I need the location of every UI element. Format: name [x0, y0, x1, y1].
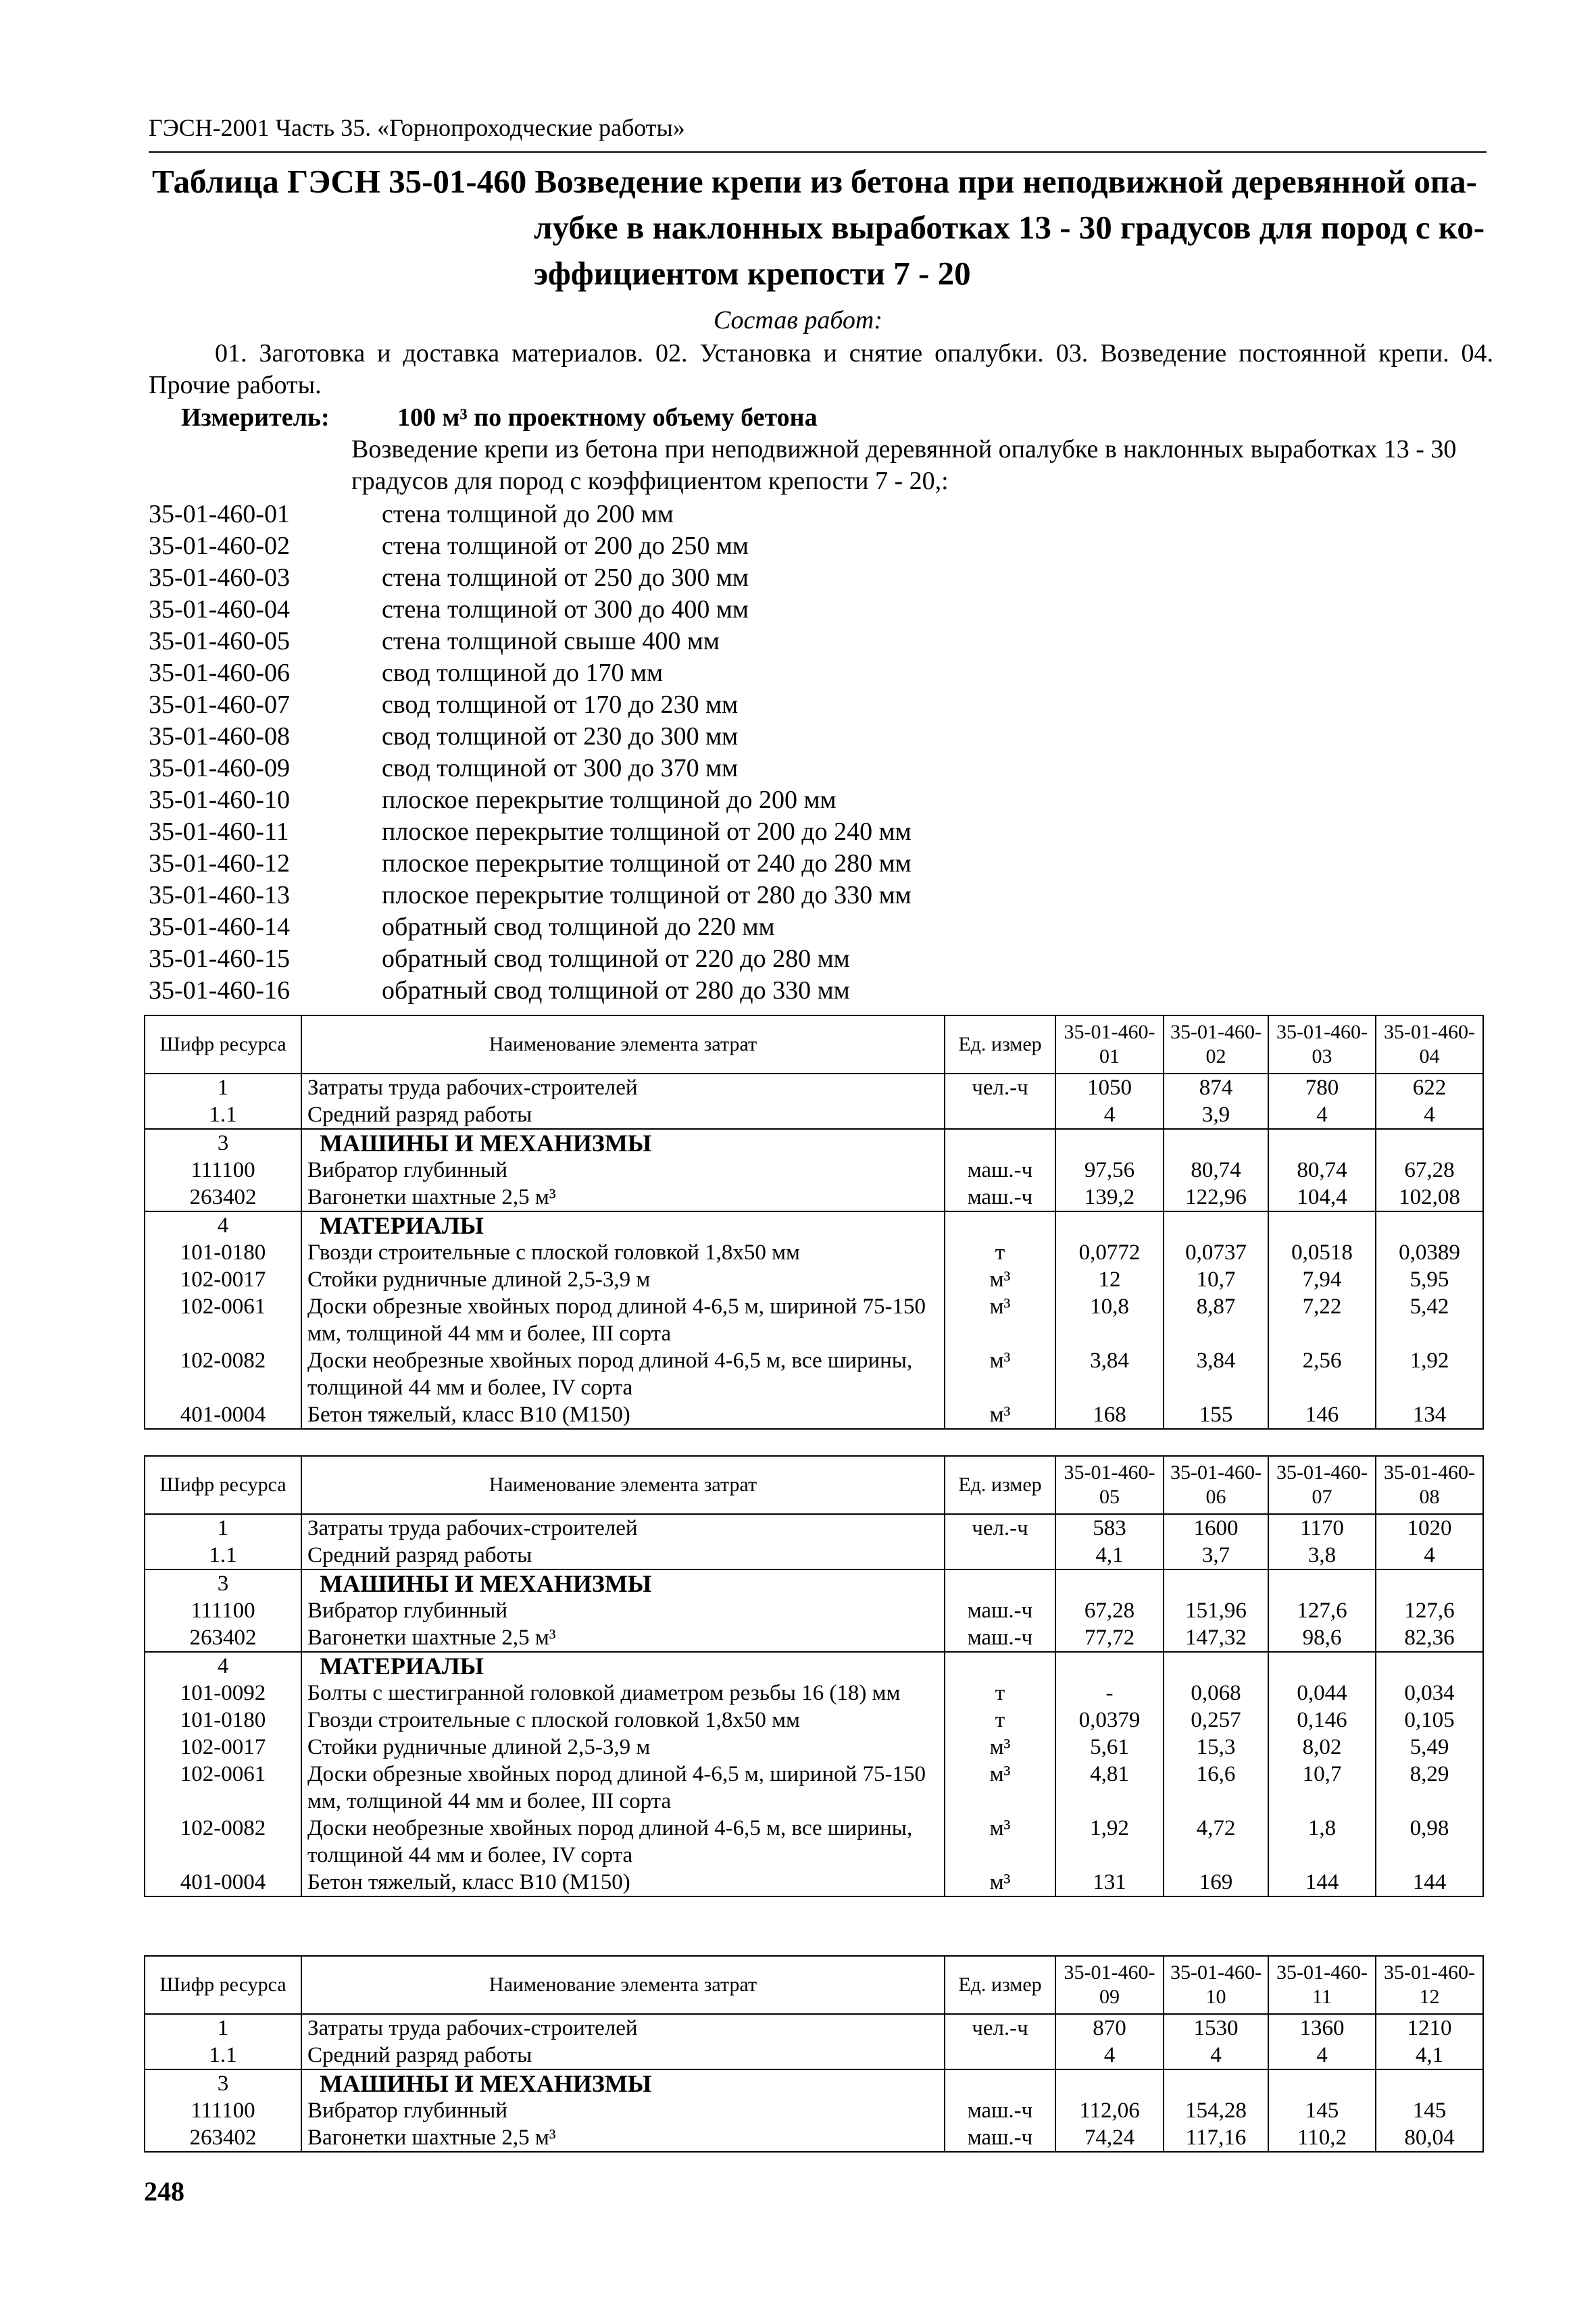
resource-code: 1: [145, 1514, 301, 1542]
section-row: [145, 2069, 1483, 2097]
resource-code: 3: [145, 1129, 301, 1157]
unit: чел.-ч: [945, 2014, 1055, 2042]
table-row: [145, 1597, 1483, 1624]
code-description: плоское перекрытие толщиной до 200 мм: [382, 786, 837, 814]
norm-value: 102,08: [1376, 1184, 1483, 1211]
norm-value: 1600: [1164, 1514, 1268, 1542]
table-row: [145, 1239, 1483, 1266]
code-list-item: [149, 880, 1297, 911]
resource-code: 102-0082: [145, 1347, 301, 1401]
cost-element-name: Вагонетки шахтные 2,5 м³: [301, 1624, 945, 1652]
norm-value: 144: [1268, 1869, 1376, 1896]
norm-value: 3,8: [1268, 1542, 1376, 1569]
cost-element-name: Средний разряд работы: [301, 1542, 945, 1569]
resource-code: 111100: [145, 2097, 301, 2124]
code-description: плоское перекрытие толщиной от 200 до 240 мм: [382, 818, 912, 846]
code-description: плоское перекрытие толщиной от 240 до 280 мм: [382, 849, 912, 878]
table-row: [145, 1074, 1483, 1101]
resource-code: 1: [145, 1074, 301, 1101]
measurer: [181, 403, 818, 432]
table-row: [145, 1184, 1483, 1211]
code-id: 35-01-460-05: [149, 627, 290, 655]
section-title: МАТЕРИАЛЫ: [301, 1652, 945, 1680]
code-id: 35-01-460-07: [149, 690, 290, 719]
header-norm-code: 35-01-460-10: [1164, 1956, 1268, 2014]
norm-value: 0,0737: [1164, 1239, 1268, 1266]
norm-value: 583: [1055, 1514, 1164, 1542]
norm-value: 82,36: [1376, 1624, 1483, 1652]
norm-value: 3,84: [1055, 1347, 1164, 1401]
norm-value: 5,42: [1376, 1293, 1483, 1347]
code-list-item: [149, 816, 1297, 848]
norm-value: 4,72: [1164, 1815, 1268, 1869]
norm-value: 10,7: [1164, 1266, 1268, 1293]
header-unit: Ед. измер: [945, 1456, 1055, 1514]
table-row: [145, 1347, 1483, 1401]
norm-value: 1530: [1164, 2014, 1268, 2042]
code-list-item: [149, 626, 1297, 657]
norm-value: 146: [1268, 1401, 1376, 1429]
norm-value: 117,16: [1164, 2124, 1268, 2152]
unit: м³: [945, 1266, 1055, 1293]
cost-element-name: Затраты труда рабочих-строителей: [301, 2014, 945, 2042]
code-id: 35-01-460-08: [149, 722, 290, 751]
code-id: 35-01-460-10: [149, 786, 290, 814]
norm-value: 2,56: [1268, 1347, 1376, 1401]
section-row: [145, 1652, 1483, 1680]
resource-code: 1.1: [145, 1101, 301, 1129]
norm-value: 780: [1268, 1074, 1376, 1101]
cost-element-name: Болты с шестигранной головкой диаметром резьбы 16 (18) мм: [301, 1680, 945, 1707]
table-row: [145, 1707, 1483, 1734]
norm-value: 134: [1376, 1401, 1483, 1429]
header-code: Шифр ресурса: [145, 1956, 301, 2014]
cost-element-name: Доски обрезные хвойных пород длиной 4-6,5 м, шириной 75-150 мм, толщиной 44 мм и более, III сорта: [301, 1293, 945, 1347]
code-list-item: [149, 721, 1297, 753]
table-row: [145, 1157, 1483, 1184]
norm-value: 1210: [1376, 2014, 1483, 2042]
norm-value: 5,61: [1055, 1734, 1164, 1761]
norm-value: 155: [1164, 1401, 1268, 1429]
resource-code: 263402: [145, 2124, 301, 2152]
resource-code: 101-0180: [145, 1239, 301, 1266]
norm-value: 0,068: [1164, 1680, 1268, 1707]
norm-value: 870: [1055, 2014, 1164, 2042]
cost-element-name: Средний разряд работы: [301, 2042, 945, 2069]
norm-value: 1,92: [1055, 1815, 1164, 1869]
resource-code: 1.1: [145, 2042, 301, 2069]
norm-value: 151,96: [1164, 1597, 1268, 1624]
resource-table-3: [144, 1955, 1484, 2153]
section-title: МАШИНЫ И МЕХАНИЗМЫ: [301, 1569, 945, 1597]
table-header-row: [145, 1956, 1483, 2014]
norm-value: 0,034: [1376, 1680, 1483, 1707]
norm-value: 4: [1376, 1101, 1483, 1129]
table-header-row: [145, 1015, 1483, 1074]
page-number: 248: [144, 2176, 184, 2207]
unit: чел.-ч: [945, 1514, 1055, 1542]
code-list-item: [149, 594, 1297, 626]
header-code: Шифр ресурса: [145, 1456, 301, 1514]
cost-element-name: Стойки рудничные длиной 2,5-3,9 м: [301, 1734, 945, 1761]
unit: м³: [945, 1293, 1055, 1347]
title-line-1: Таблица ГЭСН 35-01-460 Возведение крепи из бетона при неподвижной деревянной опа-: [152, 163, 1477, 200]
unit: м³: [945, 1815, 1055, 1869]
header-norm-code: 35-01-460-06: [1164, 1456, 1268, 1514]
resource-code: 101-0092: [145, 1680, 301, 1707]
norm-value: 110,2: [1268, 2124, 1376, 2152]
resource-code: 401-0004: [145, 1869, 301, 1896]
code-description: стена толщиной от 200 до 250 мм: [382, 532, 749, 560]
code-description: свод толщиной до 170 мм: [382, 659, 664, 687]
norm-value: 0,98: [1376, 1815, 1483, 1869]
code-description: обратный свод толщиной от 280 до 330 мм: [382, 976, 850, 1005]
norm-value: 4,1: [1376, 2042, 1483, 2069]
header-name: Наименование элемента затрат: [301, 1015, 945, 1074]
code-list-item: [149, 943, 1297, 975]
norm-value: 77,72: [1055, 1624, 1164, 1652]
code-list-item: [149, 784, 1297, 816]
norm-value: 5,95: [1376, 1266, 1483, 1293]
norm-value: 1050: [1055, 1074, 1164, 1101]
table-header-row: [145, 1456, 1483, 1514]
norm-value: 147,32: [1164, 1624, 1268, 1652]
cost-element-name: Гвозди строительные с плоской головкой 1,8х50 мм: [301, 1707, 945, 1734]
norm-value: 0,146: [1268, 1707, 1376, 1734]
norm-value: 80,74: [1164, 1157, 1268, 1184]
code-id: 35-01-460-16: [149, 976, 290, 1005]
table-row: [145, 2097, 1483, 2124]
code-id: 35-01-460-03: [149, 563, 290, 592]
code-list-item: [149, 753, 1297, 784]
norm-value: 4: [1376, 1542, 1483, 1569]
norm-value: 127,6: [1376, 1597, 1483, 1624]
table-row: [145, 1266, 1483, 1293]
header-norm-code: 35-01-460-11: [1268, 1956, 1376, 2014]
section-title: МАШИНЫ И МЕХАНИЗМЫ: [301, 2069, 945, 2097]
code-list-item: [149, 499, 1297, 530]
cost-element-name: Вибратор глубинный: [301, 1597, 945, 1624]
norm-value: 0,0772: [1055, 1239, 1164, 1266]
resource-code: 102-0061: [145, 1761, 301, 1815]
norm-value: 154,28: [1164, 2097, 1268, 2124]
norm-value: 80,04: [1376, 2124, 1483, 2152]
unit: т: [945, 1239, 1055, 1266]
header-norm-code: 35-01-460-01: [1055, 1015, 1164, 1074]
resource-code: 3: [145, 1569, 301, 1597]
unit: [945, 2042, 1055, 2069]
section-title: МАШИНЫ И МЕХАНИЗМЫ: [301, 1129, 945, 1157]
table-row: [145, 2014, 1483, 2042]
code-id: 35-01-460-01: [149, 500, 290, 528]
cost-element-name: Доски необрезные хвойных пород длиной 4-6,5 м, все ширины, толщиной 44 мм и более, IV сорта: [301, 1815, 945, 1869]
resource-code: 1.1: [145, 1542, 301, 1569]
resource-code: 263402: [145, 1184, 301, 1211]
code-id: 35-01-460-14: [149, 913, 290, 941]
cost-element-name: Затраты труда рабочих-строителей: [301, 1514, 945, 1542]
resource-table-2: [144, 1455, 1484, 1897]
table-row: [145, 1869, 1483, 1896]
norm-value: 67,28: [1376, 1157, 1483, 1184]
table-row: [145, 1624, 1483, 1652]
code-list-item: [149, 848, 1297, 880]
unit: маш.-ч: [945, 1157, 1055, 1184]
resource-table-1: [144, 1015, 1484, 1430]
header-unit: Ед. измер: [945, 1956, 1055, 2014]
norm-value: 4: [1268, 2042, 1376, 2069]
norm-value: 0,0518: [1268, 1239, 1376, 1266]
code-list-item: [149, 657, 1297, 689]
header-norm-code: 35-01-460-05: [1055, 1456, 1164, 1514]
code-list-item: [149, 562, 1297, 594]
unit: маш.-ч: [945, 1184, 1055, 1211]
header-norm-code: 35-01-460-07: [1268, 1456, 1376, 1514]
unit: [945, 1542, 1055, 1569]
cost-element-name: Вибратор глубинный: [301, 2097, 945, 2124]
table-row: [145, 1401, 1483, 1429]
header-norm-code: 35-01-460-03: [1268, 1015, 1376, 1074]
norm-value: 67,28: [1055, 1597, 1164, 1624]
norm-value: 0,0379: [1055, 1707, 1164, 1734]
norm-value: -: [1055, 1680, 1164, 1707]
header-norm-code: 35-01-460-08: [1376, 1456, 1483, 1514]
unit: маш.-ч: [945, 2097, 1055, 2124]
measurer-label: Измеритель:: [181, 403, 330, 432]
table-row: [145, 1734, 1483, 1761]
table-row: [145, 2042, 1483, 2069]
unit: м³: [945, 1734, 1055, 1761]
unit: м³: [945, 1869, 1055, 1896]
norm-value: 874: [1164, 1074, 1268, 1101]
norm-value: 144: [1376, 1869, 1483, 1896]
code-list: [149, 499, 1297, 1007]
code-description: свод толщиной от 230 до 300 мм: [382, 722, 739, 751]
norm-value: 145: [1268, 2097, 1376, 2124]
header-name: Наименование элемента затрат: [301, 1956, 945, 2014]
code-id: 35-01-460-09: [149, 754, 290, 782]
resource-code: 111100: [145, 1157, 301, 1184]
resource-code: 4: [145, 1652, 301, 1680]
resource-code: 102-0017: [145, 1734, 301, 1761]
norm-value: 0,257: [1164, 1707, 1268, 1734]
codes-intro: Возведение крепи из бетона при неподвижной деревянной опалубке в наклонных выработках 13 - 30 градусов для пород с коэффициентом крепости 7 - 20,:: [351, 435, 1457, 495]
resource-code: 3: [145, 2069, 301, 2097]
cost-element-name: Бетон тяжелый, класс В10 (М150): [301, 1869, 945, 1896]
norm-value: 7,22: [1268, 1293, 1376, 1347]
code-id: 35-01-460-04: [149, 595, 290, 624]
resource-code: 101-0180: [145, 1707, 301, 1734]
unit: маш.-ч: [945, 2124, 1055, 2152]
code-description: свод толщиной от 300 до 370 мм: [382, 754, 739, 782]
resource-code: 263402: [145, 1624, 301, 1652]
norm-value: 4,1: [1055, 1542, 1164, 1569]
unit: м³: [945, 1401, 1055, 1429]
cost-element-name: Бетон тяжелый, класс В10 (М150): [301, 1401, 945, 1429]
norm-value: 169: [1164, 1869, 1268, 1896]
cost-element-name: Гвозди строительные с плоской головкой 1,8х50 мм: [301, 1239, 945, 1266]
norm-value: 1,8: [1268, 1815, 1376, 1869]
norm-value: 1020: [1376, 1514, 1483, 1542]
unit: м³: [945, 1347, 1055, 1401]
code-description: плоское перекрытие толщиной от 280 до 330 мм: [382, 881, 912, 909]
code-list-item: [149, 530, 1297, 562]
norm-value: 122,96: [1164, 1184, 1268, 1211]
resource-code: 1: [145, 2014, 301, 2042]
code-description: стена толщиной от 250 до 300 мм: [382, 563, 749, 592]
code-id: 35-01-460-02: [149, 532, 290, 560]
code-description: стена толщиной от 300 до 400 мм: [382, 595, 749, 624]
norm-value: 12: [1055, 1266, 1164, 1293]
norm-value: 80,74: [1268, 1157, 1376, 1184]
norm-value: 8,87: [1164, 1293, 1268, 1347]
cost-element-name: Вагонетки шахтные 2,5 м³: [301, 2124, 945, 2152]
unit: т: [945, 1680, 1055, 1707]
section-row: [145, 1569, 1483, 1597]
cost-element-name: Вагонетки шахтные 2,5 м³: [301, 1184, 945, 1211]
header-unit: Ед. измер: [945, 1015, 1055, 1074]
resource-code: 102-0061: [145, 1293, 301, 1347]
code-description: стена толщиной свыше 400 мм: [382, 627, 720, 655]
norm-value: 15,3: [1164, 1734, 1268, 1761]
norm-value: 7,94: [1268, 1266, 1376, 1293]
norm-value: 139,2: [1055, 1184, 1164, 1211]
unit: чел.-ч: [945, 1074, 1055, 1101]
norm-value: 4: [1268, 1101, 1376, 1129]
norm-value: 8,02: [1268, 1734, 1376, 1761]
cost-element-name: Доски необрезные хвойных пород длиной 4-6,5 м, все ширины, толщиной 44 мм и более, IV сорта: [301, 1347, 945, 1401]
cost-element-name: Средний разряд работы: [301, 1101, 945, 1129]
norm-value: 0,044: [1268, 1680, 1376, 1707]
header-norm-code: 35-01-460-02: [1164, 1015, 1268, 1074]
code-description: обратный свод толщиной от 220 до 280 мм: [382, 945, 850, 973]
norm-value: 131: [1055, 1869, 1164, 1896]
code-list-item: [149, 975, 1297, 1007]
norm-value: 4,81: [1055, 1761, 1164, 1815]
resource-code: 111100: [145, 1597, 301, 1624]
resource-code: 401-0004: [145, 1401, 301, 1429]
norm-value: 3,84: [1164, 1347, 1268, 1401]
code-description: свод толщиной от 170 до 230 мм: [382, 690, 739, 719]
header-norm-code: 35-01-460-04: [1376, 1015, 1483, 1074]
section-row: [145, 1211, 1483, 1239]
table-row: [145, 1680, 1483, 1707]
code-list-item: [149, 911, 1297, 943]
code-id: 35-01-460-15: [149, 945, 290, 973]
norm-value: 8,29: [1376, 1761, 1483, 1815]
running-header: ГЭСН-2001 Часть 35. «Горнопроходческие работы»: [149, 114, 1487, 153]
cost-element-name: Стойки рудничные длиной 2,5-3,9 м: [301, 1266, 945, 1293]
work-composition: 01. Заготовка и доставка материалов. 02. Установка и снятие опалубки. 03. Возведение постоянной крепи. 04. Прочие работы.: [149, 339, 1493, 399]
header-name: Наименование элемента затрат: [301, 1456, 945, 1514]
table-row: [145, 2124, 1483, 2152]
code-id: 35-01-460-06: [149, 659, 290, 687]
code-list-item: [149, 689, 1297, 721]
norm-value: 5,49: [1376, 1734, 1483, 1761]
norm-value: 112,06: [1055, 2097, 1164, 2124]
title-line-2: лубке в наклонных выработках 13 - 30 градусов для пород с ко-эффициентом крепости 7 - 20: [534, 209, 1485, 292]
norm-value: 98,6: [1268, 1624, 1376, 1652]
cost-element-name: Вибратор глубинный: [301, 1157, 945, 1184]
resource-code: 102-0017: [145, 1266, 301, 1293]
header-norm-code: 35-01-460-12: [1376, 1956, 1483, 2014]
norm-value: 168: [1055, 1401, 1164, 1429]
norm-value: 1170: [1268, 1514, 1376, 1542]
norm-value: 16,6: [1164, 1761, 1268, 1815]
norm-value: 1360: [1268, 2014, 1376, 2042]
norm-value: 74,24: [1055, 2124, 1164, 2152]
code-description: обратный свод толщиной до 220 мм: [382, 913, 775, 941]
unit: маш.-ч: [945, 1624, 1055, 1652]
table-row: [145, 1101, 1483, 1129]
norm-value: 0,105: [1376, 1707, 1483, 1734]
header-norm-code: 35-01-460-09: [1055, 1956, 1164, 2014]
cost-element-name: Доски обрезные хвойных пород длиной 4-6,5 м, шириной 75-150 мм, толщиной 44 мм и более, III сорта: [301, 1761, 945, 1815]
table-row: [145, 1514, 1483, 1542]
norm-value: 10,8: [1055, 1293, 1164, 1347]
norm-value: 4: [1055, 2042, 1164, 2069]
table-row: [145, 1293, 1483, 1347]
norm-value: 104,4: [1268, 1184, 1376, 1211]
cost-element-name: Затраты труда рабочих-строителей: [301, 1074, 945, 1101]
code-id: 35-01-460-13: [149, 881, 290, 909]
code-description: стена толщиной до 200 мм: [382, 500, 674, 528]
work-composition-label: Состав работ:: [713, 306, 883, 334]
norm-value: 3,9: [1164, 1101, 1268, 1129]
measurer-value: 100 м³ по проектному объему бетона: [397, 403, 818, 432]
resource-code: 4: [145, 1211, 301, 1239]
norm-value: 145: [1376, 2097, 1483, 2124]
table-row: [145, 1815, 1483, 1869]
section-title: МАТЕРИАЛЫ: [301, 1211, 945, 1239]
norm-value: 622: [1376, 1074, 1483, 1101]
norm-value: 4: [1164, 2042, 1268, 2069]
norm-value: 4: [1055, 1101, 1164, 1129]
section-row: [145, 1129, 1483, 1157]
header-code: Шифр ресурса: [145, 1015, 301, 1074]
resource-code: 102-0082: [145, 1815, 301, 1869]
norm-value: 0,0389: [1376, 1239, 1483, 1266]
table-row: [145, 1542, 1483, 1569]
norm-value: 127,6: [1268, 1597, 1376, 1624]
code-id: 35-01-460-11: [149, 818, 289, 846]
code-id: 35-01-460-12: [149, 849, 290, 878]
table-row: [145, 1761, 1483, 1815]
norm-value: 10,7: [1268, 1761, 1376, 1815]
unit: [945, 1101, 1055, 1129]
norm-value: 3,7: [1164, 1542, 1268, 1569]
unit: м³: [945, 1761, 1055, 1815]
norm-value: 97,56: [1055, 1157, 1164, 1184]
unit: маш.-ч: [945, 1597, 1055, 1624]
unit: т: [945, 1707, 1055, 1734]
norm-value: 1,92: [1376, 1347, 1483, 1401]
